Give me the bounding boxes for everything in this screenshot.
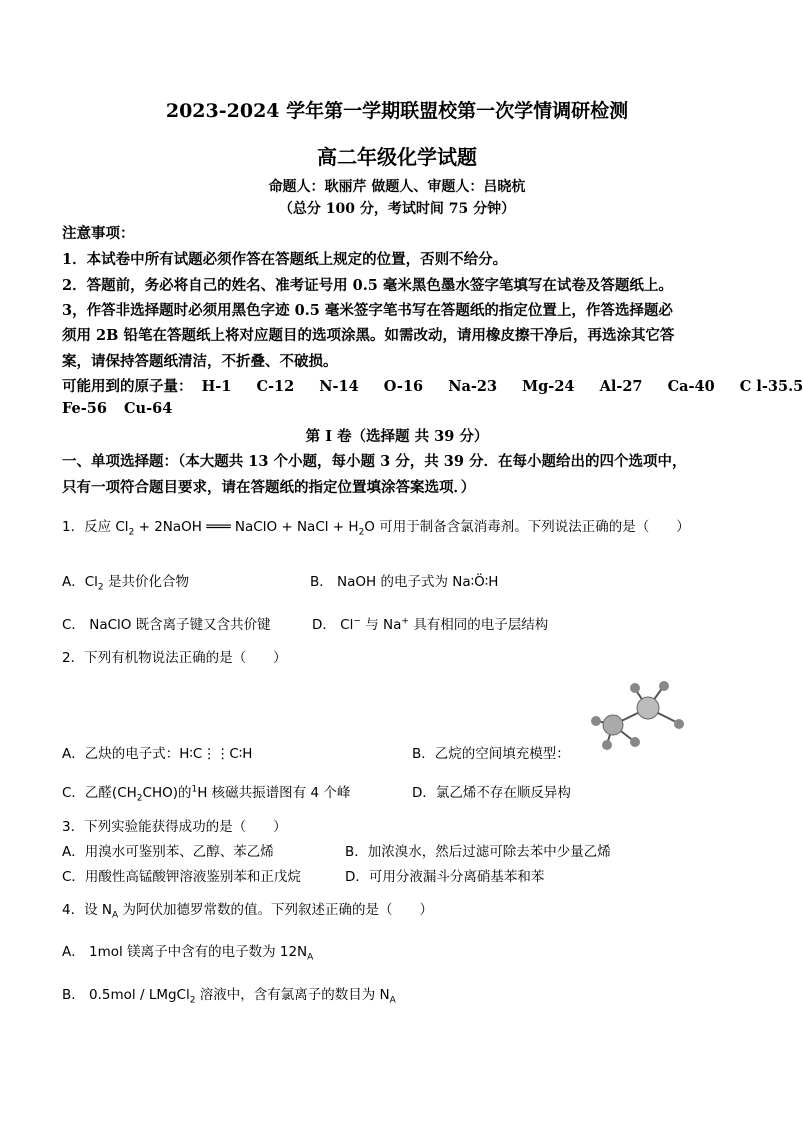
atomic-mass: Fe-56 — [62, 400, 107, 417]
q2-option-c: C．乙醛$(CH_2CHO)$的$^1$H 核磁共振谱图有 4 个峰 — [62, 784, 351, 804]
q1-option-a: A．$Cl_2$ 是共价化合物 — [62, 574, 189, 593]
hydrogen-atom — [659, 681, 669, 691]
carbon-atom — [637, 697, 659, 719]
q1-option-d: D． Cl− 与 Na+ 具有相同的电子层结构 — [312, 616, 549, 633]
note-item-3: 3，作答非选择题时必须用黑色字迹 0.5 毫米签字笔书写在答题纸的指定位置上，作答选择题必 — [62, 302, 673, 319]
atomic-mass: Ca-40 — [667, 378, 715, 395]
atomic-mass: C l-35.5 — [739, 378, 803, 395]
q3-option-d: D．可用分液漏斗分离硝基苯和苯 — [345, 869, 545, 885]
atomic-mass: C-12 — [256, 378, 295, 395]
atomic-mass: H-1 — [201, 378, 232, 395]
q4-option-b: B． 0.5mol / LMgCl$_2$ 溶液中，含有氯离子的数目为 $N_A$ — [62, 987, 396, 1006]
q4-option-a: A． 1mol 镁离子中含有的电子数为 $12N_A$ — [62, 944, 314, 963]
q2-option-a: A．乙炔的电子式：H∶C⋮⋮C∶H — [62, 746, 253, 762]
q3-option-b: B．加浓溴水，然后过滤可除去苯中少量乙烯 — [345, 844, 611, 860]
note-item-5: 案，请保持答题纸清洁，不折叠、不破损。 — [62, 353, 338, 370]
q2-option-b: B．乙烷的空间填充模型： — [412, 746, 570, 762]
notes-heading: 注意事项： — [62, 225, 135, 242]
atomic-mass: Mg-24 — [522, 378, 575, 395]
ethane-space-filling-model — [575, 678, 685, 750]
note-item-1: 1．本试卷中所有试题必须作答在答题纸上规定的位置，否则不给分。 — [62, 251, 508, 268]
section-title: 第 I 卷（选择题 共 39 分） — [305, 428, 489, 445]
atomic-masses-label: 可能用到的原子量： — [62, 378, 193, 395]
note-item-2: 2．答题前，务必将自己的姓名、准考证号用 0.5 毫米黑色墨水签字笔填写在试卷及答题纸上。 — [62, 277, 673, 294]
exam-authors: 命题人：耿丽芹 做题人、审题人：吕晓杭 — [268, 179, 526, 195]
hydrogen-atom — [630, 683, 640, 693]
q3-stem: 3．下列实验能获得成功的是（ ） — [62, 819, 287, 835]
exam-info: （总分 100 分，考试时间 75 分钟） — [278, 201, 516, 217]
hydrogen-atom — [602, 740, 612, 750]
hydrogen-atom — [630, 737, 640, 747]
q2-option-d: D．氯乙烯不存在顺反异构 — [412, 785, 571, 801]
section-heading-1: 一、单项选择题：（本大题共 13 个小题，每小题 3 分，共 39 分．在每小题给出的四个选项中， — [62, 453, 687, 470]
atomic-masses-line2 — [62, 400, 172, 417]
atomic-masses-line1 — [62, 375, 803, 396]
note-item-4: 须用 2B 铅笔在答题纸上将对应题目的选项涂黑。如需改动，请用橡皮擦干净后，再选涂其它答 — [62, 327, 675, 344]
atomic-mass: N-14 — [319, 378, 359, 395]
hydrogen-atom — [591, 716, 601, 726]
q4-stem: 4．设 $N_A$ 为阿伏加德罗常数的值。下列叙述正确的是（ ） — [62, 902, 433, 921]
atomic-mass: O-16 — [383, 378, 424, 395]
q1-option-b: B． NaOH 的电子式为 Na∶Ö∶H — [310, 574, 499, 590]
q2-stem: 2．下列有机物说法正确的是（ ） — [62, 650, 287, 666]
atomic-mass: Na-23 — [448, 378, 498, 395]
section-heading-2: 只有一项符合题目要求，请在答题纸的指定位置填涂答案选项．） — [62, 479, 476, 496]
q3-option-a: A．用溴水可鉴别苯、乙醇、苯乙烯 — [62, 844, 274, 860]
atomic-mass: Cu-64 — [124, 400, 173, 417]
exam-subtitle: 高二年级化学试题 — [317, 145, 477, 169]
carbon-atom — [603, 715, 623, 735]
hydrogen-atom — [674, 719, 684, 729]
q1-option-c: C． NaClO 既含离子键又含共价键 — [62, 617, 271, 633]
q1-stem: 1．反应 $Cl_2$ + 2NaOH ═══ NaClO + NaCl + $H_2O$ 可用于制备含氯消毒剂。下列说法正确的是（ ） — [62, 519, 690, 538]
atomic-mass: Al-27 — [599, 378, 643, 395]
exam-title: 2023-2024 学年第一学期联盟校第一次学情调研检测 — [165, 100, 629, 122]
q3-option-c: C．用酸性高锰酸钾溶液鉴别苯和正戊烷 — [62, 869, 301, 885]
